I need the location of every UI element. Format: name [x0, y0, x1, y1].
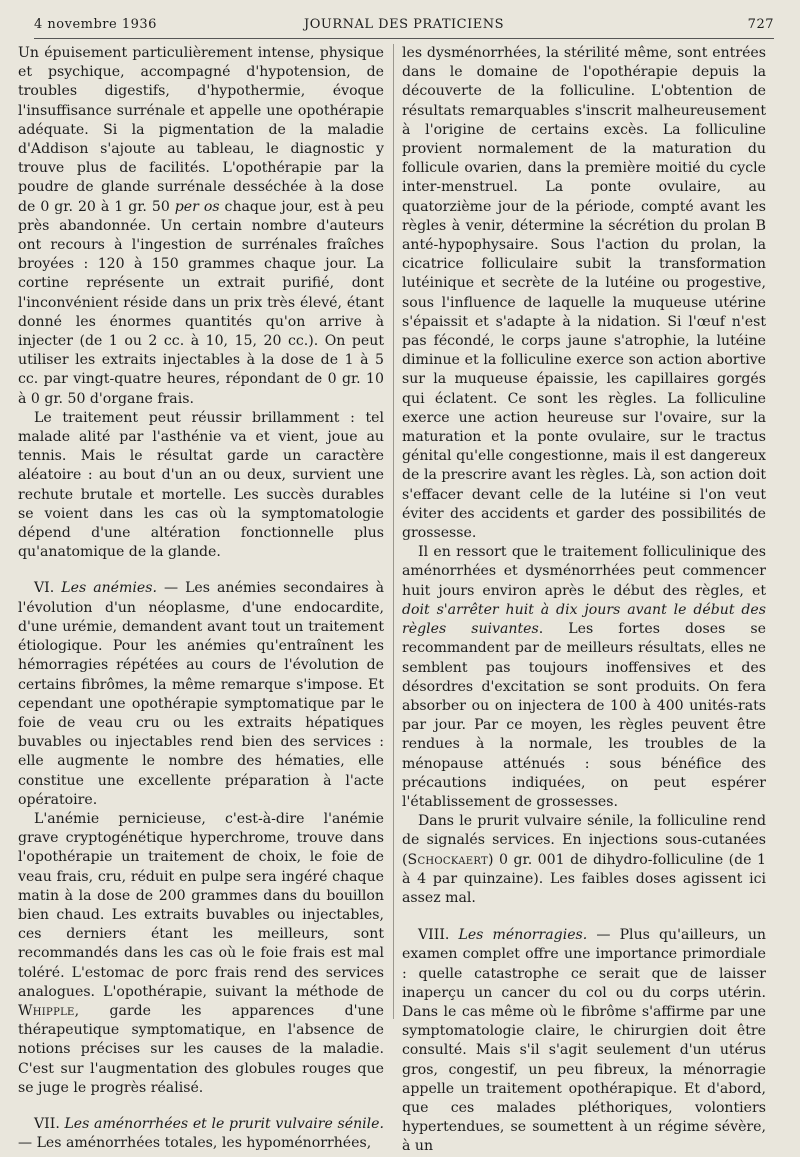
issue-date: 4 novembre 1936 [34, 17, 157, 32]
left-column [18, 44, 384, 1153]
section-number: VI. [34, 580, 55, 597]
section-number: VII. [34, 1115, 60, 1132]
section-vi: VI. Les anémies. — Les anémies secondaires à l'évolution d'un néoplasme, d'une endocardite, d'une urémie, demandent avant tout un traitement étiologique. Pour les anémies qu'entraînent les hémorragies répétées au cours de l'évolution de certains fibrômes, la même remarque s'impose. Et cependant une opothérapie symptomatique par le foie de veau cru ou les extraits hépatiques buvables ou injectables rend bien des services : elle augmente le nombre des hématies, elle constitue une excellente préparation à l'acte opératoire. [18, 580, 384, 808]
section-title: Les aménorrhées et le prurit vulvaire sénile. [64, 1115, 384, 1132]
paragraph: les dysménorrhées, la stérilité même, sont entrées dans le domaine de l'opothérapie depuis la découverte de la folliculine. L'obtention de résultats remarquables s'inscrit malheureusement à l'origine de certains excès. La folliculine provient normalement de la maturation du follicule ovarien, dans la première moitié du cycle inter-menstruel. La ponte ovulaire, au quatorzième jour de la période, compté avant les règles à venir, détermine la sécrétion du prolan B anté-hypophysaire. Sous l'action du prolan, la cicatrice folliculaire subit la transformation lutéinique et secrète de la lutéine ou progestive, sous l'influence de laquelle la muqueuse utérine s'épaissit et s'adapte à la nidation. Si l'œuf n'est pas fécondé, le corps jaune s'atrophie, la lutéine diminue et la folliculine exerce son action abortive sur la muqueuse épaissie, les capillaires gorgés qui éclatent. Ce sont les règles. La folliculine exerce une action heureuse sur l'ovaire, sur la maturation et la ponte ovulaire, sur le tractus génital qu'elle congestionne, mais il est dangereux de la prescrire avant les règles. Là, son action doit s'effacer devant celle de la lutéine si l'on veut éviter des accidents et garder des possibilités de grossesse. [402, 45, 766, 542]
page-number: 727 [747, 17, 774, 32]
right-column [402, 44, 766, 1157]
paragraph: Un épuisement particulièrement intense, physique et psychique, accompagné d'hypotension, de troubles digestifs, d'hypothermie, évoque l'insuffisance surrénale et appelle une opothérapie adéquate. Si la pigmentation de la maladie d'Addison s'ajoute au tableau, le diagnostic y trouve plus de facilités. L'opothérapie par la poudre de glande surrénale desséchée à la dose de 0 gr. 20 à 1 gr. 50 per os chaque jour, est à peu près abandonnée. Un certain nombre d'auteurs ont recours à l'ingestion de surrénales fraîches broyées : 120 à 150 grammes chaque jour. La cortine représente un extrait purifié, dont l'inconvénient réside dans un prix très élevé, étant donné les énormes quantités qu'on arrive à injecter (de 1 ou 2 cc. à 10, 15, 20 cc.). On peut utiliser les extraits injectables à la dose de 1 à 5 cc. par vingt-quatre heures, répondant de 0 gr. 10 à 0 gr. 50 d'organe frais. [18, 45, 384, 407]
page-header [34, 14, 774, 39]
paragraph: Il en ressort que le traitement folliculinique des aménorrhées et dysménorrhées peut commencer huit jours environ après le début des règles, et doit s'arrêter huit à dix jours avant le début des règles suivantes. Les fortes doses se recommandent par de meilleurs résultats, elles ne semblent pas toujours inoffensives et des désordres d'excitation se sont produits. On fera absorber ou on injectera de 100 à 400 unités-rats par jour. Par ce moyen, les règles peuvent être rendues à la normale, les troubles de la ménopause atténués : sous bénéfice des précautions indiquées, on peut espérer l'établissement de grossesses. [402, 544, 766, 810]
section-vii: VII. Les aménorrhées et le prurit vulvaire sénile. — Les aménorrhées totales, les hypoménorrhées, [18, 1115, 384, 1152]
journal-title: JOURNAL DES PRATICIENS [304, 17, 504, 32]
section-number: VIII. [418, 927, 450, 944]
section-viii: VIII. Les ménorragies. — Plus qu'ailleurs, un examen complet offre une importance primordiale : quelle catastrophe ce serait que de laisser inaperçu un cancer du col ou du corps utérin. Dans le cas même où le fibrôme s'affirme par une symptomatologie claire, le chirurgien doit être consulté. Mais s'il s'agit seulement d'un utérus gros, congestif, un peu fibreux, la ménorragie appelle un traitement opothérapique. Et d'abord, que ces malades pléthoriques, volontiers hypertendues, se soumettent à un régime sévère, à un [402, 927, 767, 1155]
paragraph: Dans le prurit vulvaire sénile, la folliculine rend de signalés services. En injections sous-cutanées (Schockaert) 0 gr. 001 de dihydro-folliculine (de 1 à 4 par quinzaine). Les faibles doses agissent ici assez mal. [402, 813, 766, 906]
section-title: Les ménorragies. [458, 927, 588, 944]
section-title: Les anémies. [61, 580, 157, 597]
paragraph: L'anémie pernicieuse, c'est-à-dire l'anémie grave cryptogénétique hyperchrome, trouve dans l'opothérapie un traitement de choix, le foie de veau frais, cru, réduit en pulpe sera ingéré chaque matin à la dose de 200 grammes dans du bouillon bien chaud. Les extraits buvables ou injectables, ces derniers étant les meilleurs, sont recommandés dans les cas où le foie frais est mal toléré. L'estomac de porc frais rend des services analogues. L'opothérapie, suivant la méthode de Whipple, garde les apparences d'une thérapeutique symptomatique, en l'absence de notions précises sur les causes de la maladie. C'est sur l'augmentation des globules rouges que se juge le progrès réalisé. [18, 810, 384, 1096]
paragraph: Le traitement peut réussir brillamment : tel malade alité par l'asthénie va et vient, joue au tennis. Mais le résultat garde un caractère aléatoire : au bout d'un an ou deux, survient une rechute brutale et mortelle. Les succès durables se voient dans les cas où la symptomatologie dépend d'une altération fonctionnelle plus qu'anatomique de la glande. [18, 409, 384, 561]
column-divider [393, 44, 394, 1019]
